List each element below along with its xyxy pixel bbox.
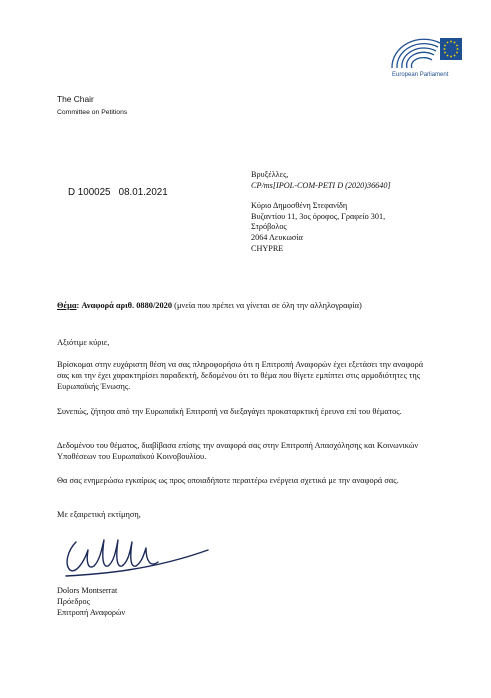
- subject-line: [57, 301, 362, 310]
- signatory-committee: Επιτροπή Αναφορών: [57, 608, 126, 618]
- address-block: [251, 170, 391, 254]
- petition-number: Αναφορά αριθ. 0880/2020: [81, 301, 173, 310]
- european-parliament-logo-icon: [388, 30, 464, 72]
- reference-code: CP/ms[IPOL-COM-PETI D (2020)36640]: [251, 180, 391, 190]
- paragraph-commission-investigation: Συνεπώς, ζήτησα από την Ευρωπαϊκή Επιτροπή να διεξαγάγει προκαταρκτική έρευνα επί του θέματος.: [57, 407, 402, 416]
- recipient-district: Στρόβολος: [251, 222, 287, 232]
- subject-colon: :: [76, 301, 80, 310]
- recipient-street: Βυζαντίου 11, 3ος όροφος, Γραφείο 301,: [251, 211, 386, 221]
- subject-label: Θέμα: [57, 301, 77, 310]
- recipient-name: Κύριο Δημοσθένη Στεφανίδη: [251, 201, 348, 211]
- salutation: Αξιότιμε κύριε,: [57, 338, 110, 347]
- sender-title: The Chair: [57, 94, 94, 104]
- paragraph-follow-up: Θα σας ενημερώσω εγκαίρως ως προς οποιαδήποτε περαιτέρω ενέργεια σχετικά με την αναφορά σας.: [57, 476, 399, 485]
- subject-note: (μνεία που πρέπει να γίνεται σε όλη την αλληλογραφία): [174, 301, 362, 310]
- document-number: D 100025 08.01.2021: [68, 187, 168, 198]
- organization-name: European Parliament: [392, 72, 449, 78]
- recipient-city: 2064 Λευκωσία: [251, 232, 303, 242]
- paragraph-admissibility: Βρίσκομαι στην ευχάριστη θέση να σας πληροφορήσω ότι η Επιτροπή Αναφορών έχει εξετάσει την αναφορά σας και την έχει χαρακτηρίσει παραδεκτή, δεδομένου ότι το θέμα που θίγετε εμπίπτει στις αρμοδιότητες της Ευρωπαϊκής Ένωσης.: [57, 360, 424, 391]
- signatory-role: Πρόεδρος: [57, 597, 90, 607]
- signature: [62, 530, 212, 585]
- recipient-country: CHYPRE: [251, 243, 284, 253]
- sender-committee: Committee on Petitions: [57, 109, 128, 116]
- handwritten-signature-icon: [62, 530, 212, 580]
- signatory-name: Dolors Montserrat: [57, 586, 118, 595]
- european-parliament-logo: [388, 30, 464, 72]
- closing-phrase: Με εξαιρετική εκτίμηση,: [57, 510, 141, 519]
- paragraph-forwarding: Δεδομένου του θέματος, διαβίβασα επίσης την αναφορά σας στην Επιτροπή Απασχόλησης και Κοινωνικών Υποθέσεων του Ευρωπαϊκού Κοινοβουλίου.: [57, 441, 419, 461]
- place-label: Βρυξέλλες,: [251, 170, 289, 179]
- signatory: [57, 585, 125, 619]
